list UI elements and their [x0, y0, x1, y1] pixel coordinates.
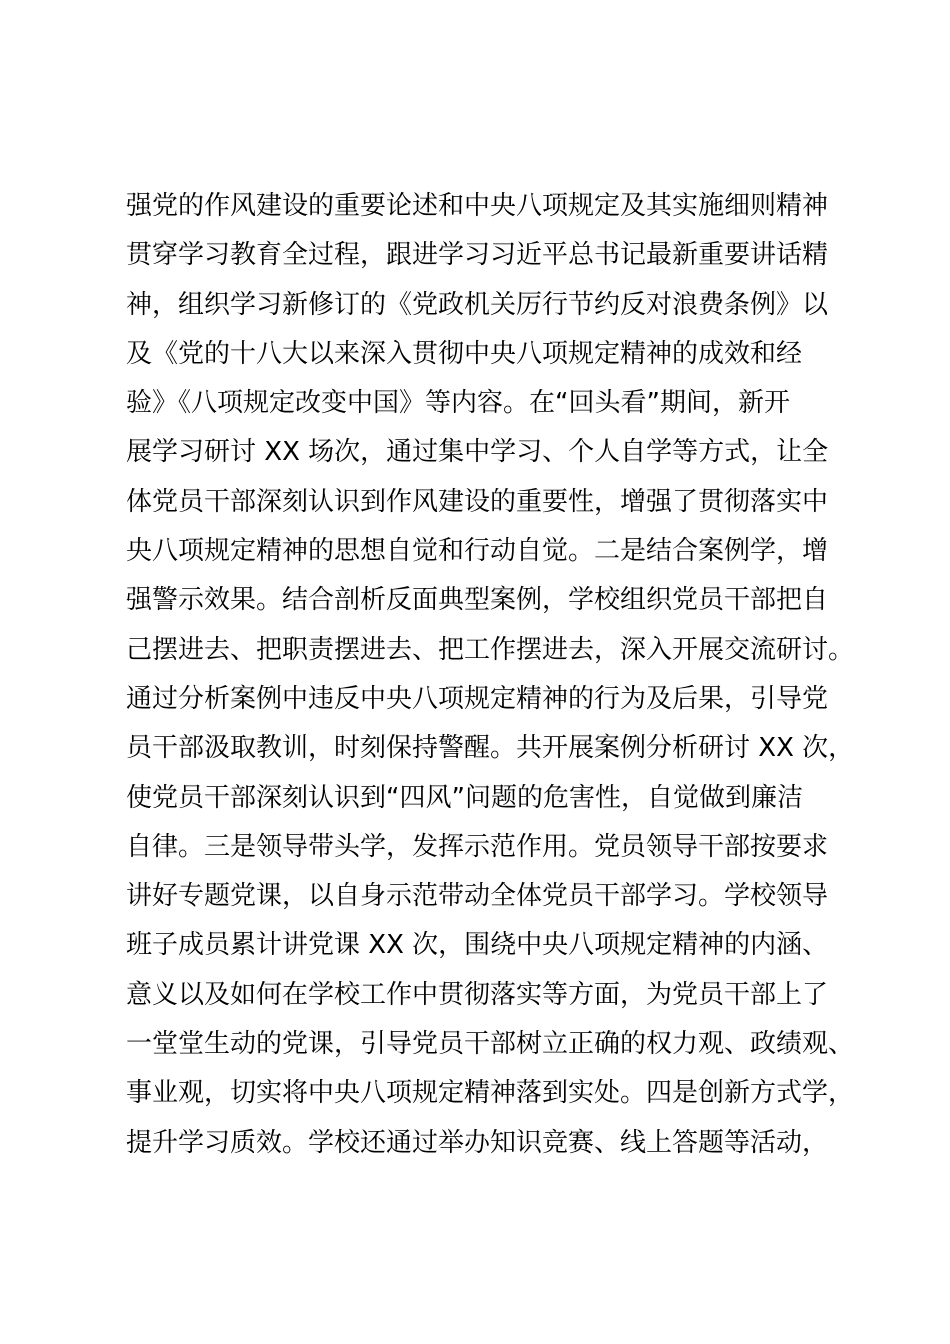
text-line: 验》《八项规定改变中国》等内容。在“回头看”期间，新开 — [126, 388, 790, 419]
text-line: 通过分析案例中违反中央八项规定精神的行为及后果，引导党 — [126, 683, 829, 714]
text-line: 及《党的十八大以来深入贯彻中央八项规定精神的成效和经 — [126, 338, 803, 369]
text-line: 央八项规定精神的思想自觉和行动自觉。二是结合案例学，增 — [126, 536, 829, 567]
text-line: 贯穿学习教育全过程，跟进学习习近平总书记最新重要讲话精 — [126, 240, 829, 271]
text-line: 讲好专题党课，以自身示范带动全体党员干部学习。学校领导 — [126, 881, 829, 912]
text-line: 强党的作风建设的重要论述和中央八项规定及其实施细则精神 — [126, 191, 829, 221]
body-paragraph — [126, 182, 856, 1168]
text-line: 员干部汲取教训，时刻保持警醒。共开展案例分析研讨 XX 次， — [126, 733, 855, 764]
text-line: 自律。三是领导带头学，发挥示范作用。党员领导干部按要求 — [126, 831, 829, 862]
text-line: 班子成员累计讲党课 XX 次，围绕中央八项规定精神的内涵、 — [126, 930, 829, 961]
text-line: 事业观，切实将中央八项规定精神落到实处。四是创新方式学， — [126, 1078, 855, 1109]
text-line: 强警示效果。结合剖析反面典型案例，学校组织党员干部把自 — [126, 585, 829, 616]
text-line: 一堂堂生动的党课，引导党员干部树立正确的权力观、政绩观、 — [126, 1029, 855, 1060]
text-line: 使党员干部深刻认识到“四风”问题的危害性，自觉做到廉洁 — [126, 782, 803, 813]
text-line: 己摆进去、把职责摆进去、把工作摆进去，深入开展交流研讨。 — [126, 634, 855, 665]
text-line: 意义以及如何在学校工作中贯彻落实等方面，为党员干部上了 — [126, 979, 829, 1010]
text-line: 神，组织学习新修订的《党政机关厉行节约反对浪费条例》以 — [126, 289, 829, 320]
text-line: 展学习研讨 XX 场次，通过集中学习、个人自学等方式，让全 — [126, 437, 829, 468]
text-line: 提升学习质效。学校还通过举办知识竞赛、线上答题等活动， — [126, 1127, 829, 1158]
text-line: 体党员干部深刻认识到作风建设的重要性，增强了贯彻落实中 — [126, 486, 829, 517]
